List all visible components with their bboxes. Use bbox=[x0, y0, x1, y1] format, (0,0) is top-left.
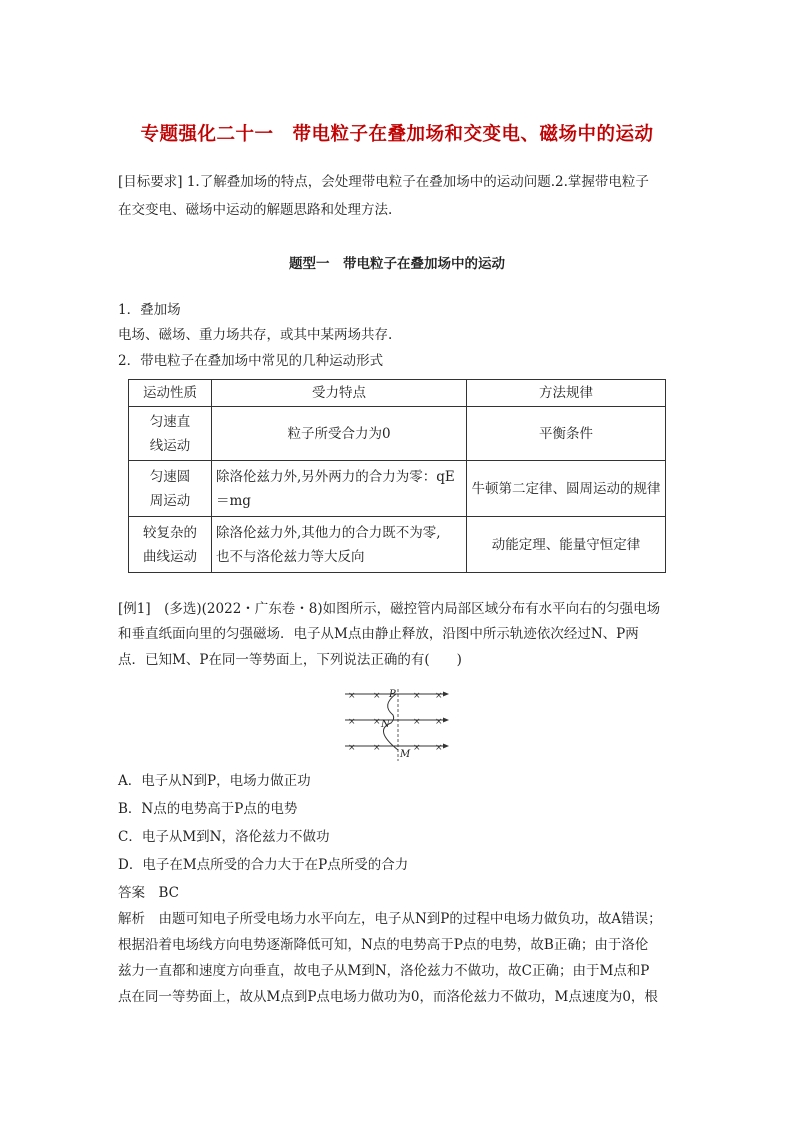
cell-line: 线运动 bbox=[149, 437, 191, 454]
table-header-cell: 受力特点 bbox=[212, 380, 467, 407]
cross-mark: × bbox=[373, 717, 381, 727]
force-cell bbox=[212, 461, 467, 517]
option-b: B．N点的电势高于P点的电势 bbox=[118, 801, 298, 817]
cross-mark: × bbox=[348, 691, 356, 701]
objective-tag: [目标要求] bbox=[118, 174, 183, 190]
point-m-label: M bbox=[400, 749, 411, 760]
table-header-cell: 运动性质 bbox=[129, 380, 212, 407]
cross-mark: × bbox=[348, 717, 356, 727]
method-cell: 平衡条件 bbox=[467, 407, 666, 461]
cross-mark: × bbox=[413, 717, 421, 727]
option-c: C．电子从M到N，洛伦兹力不做功 bbox=[118, 829, 330, 845]
example-line-1: [例1] (多选)(2022・广东卷・8)如图所示，磁控管内局部区域分布有水平向右的匀强电场 bbox=[118, 601, 661, 617]
cell-line: 较复杂的 bbox=[143, 524, 197, 541]
motion-cell bbox=[129, 517, 212, 573]
motion-cell bbox=[129, 461, 212, 517]
objective-line-1 bbox=[118, 170, 649, 194]
point-p-label: P bbox=[389, 689, 396, 700]
cell-line: 曲线运动 bbox=[143, 548, 197, 565]
cell-line: 匀速圆 bbox=[149, 468, 191, 485]
objective-text-1: 1.了解叠加场的特点，会处理带电粒子在叠加场中的运动问题.2.掌握带电粒子 bbox=[186, 174, 649, 190]
cell-line: ＝mg bbox=[216, 492, 251, 509]
method-cell: 动能定理、能量守恒定律 bbox=[467, 517, 666, 573]
cross-mark: × bbox=[413, 691, 421, 701]
motion-cell bbox=[129, 407, 212, 461]
answer: 答案 BC bbox=[118, 885, 180, 901]
point-1-text: 电场、磁场、重力场共存，或其中某两场共存. bbox=[118, 327, 393, 343]
cell-line: 粒子所受合力为0 bbox=[287, 425, 391, 442]
table-header-row bbox=[129, 380, 666, 407]
force-cell bbox=[212, 407, 467, 461]
analysis-line: 兹力一直都和速度方向垂直，故电子从M到N，洛伦兹力不做功，故C正确；由于M点和P bbox=[118, 963, 650, 979]
table-row bbox=[129, 407, 666, 461]
cell-line: 除洛伦兹力外,另外两力的合力为零：qE bbox=[216, 468, 455, 485]
cross-mark: × bbox=[435, 717, 443, 727]
cell-line: 匀速直 bbox=[149, 413, 191, 430]
example-line-3: 点．已知M、P在同一等势面上，下列说法正确的有( ) bbox=[118, 652, 462, 668]
cross-mark: × bbox=[413, 743, 421, 753]
cell-line: 也不与洛伦兹力等大反向 bbox=[216, 548, 365, 565]
table-row bbox=[129, 517, 666, 573]
point-1-heading: 1．叠加场 bbox=[118, 302, 181, 318]
analysis-line: 根据沿着电场线方向电势逐渐降低可知，N点的电势高于P点的电势，故B正确；由于洛伦 bbox=[118, 937, 649, 953]
point-n-label: N bbox=[381, 719, 390, 730]
cross-mark: × bbox=[435, 691, 443, 701]
motion-table bbox=[128, 379, 666, 573]
point-2-heading: 2．带电粒子在叠加场中常见的几种运动形式 bbox=[118, 353, 384, 369]
cross-mark: × bbox=[373, 691, 381, 701]
table-header-cell: 方法规律 bbox=[467, 380, 666, 407]
cross-mark: × bbox=[348, 743, 356, 753]
objective-line-2: 在交变电、磁场中运动的解题思路和处理方法. bbox=[118, 202, 393, 218]
magnetron-figure bbox=[343, 685, 453, 765]
force-cell bbox=[212, 517, 467, 573]
example-line-2: 和垂直纸面向里的匀强磁场．电子从M点由静止释放，沿图中所示轨迹依次经过N、P两 bbox=[118, 626, 639, 642]
cross-mark: × bbox=[435, 743, 443, 753]
cell-line: 周运动 bbox=[149, 492, 191, 509]
option-a: A．电子从N到P，电场力做正功 bbox=[118, 773, 311, 789]
section-title: 题型一 带电粒子在叠加场中的运动 bbox=[289, 256, 505, 272]
cross-mark: × bbox=[373, 743, 381, 753]
analysis-line: 点在同一等势面上，故从M点到P点电场力做功为0，而洛伦兹力不做功，M点速度为0，根 bbox=[118, 989, 658, 1005]
analysis-line: 解析 由题可知电子所受电场力水平向左，电子从N到P的过程中电场力做负功，故A错误； bbox=[118, 911, 662, 927]
table-row bbox=[129, 461, 666, 517]
page-title: 专题强化二十一 带电粒子在叠加场和交变电、磁场中的运动 bbox=[140, 124, 654, 145]
option-d: D．电子在M点所受的合力大于在P点所受的合力 bbox=[118, 857, 409, 873]
cell-line: 除洛伦兹力外,其他力的合力既不为零, bbox=[216, 524, 441, 541]
method-cell: 牛顿第二定律、圆周运动的规律 bbox=[467, 461, 666, 517]
